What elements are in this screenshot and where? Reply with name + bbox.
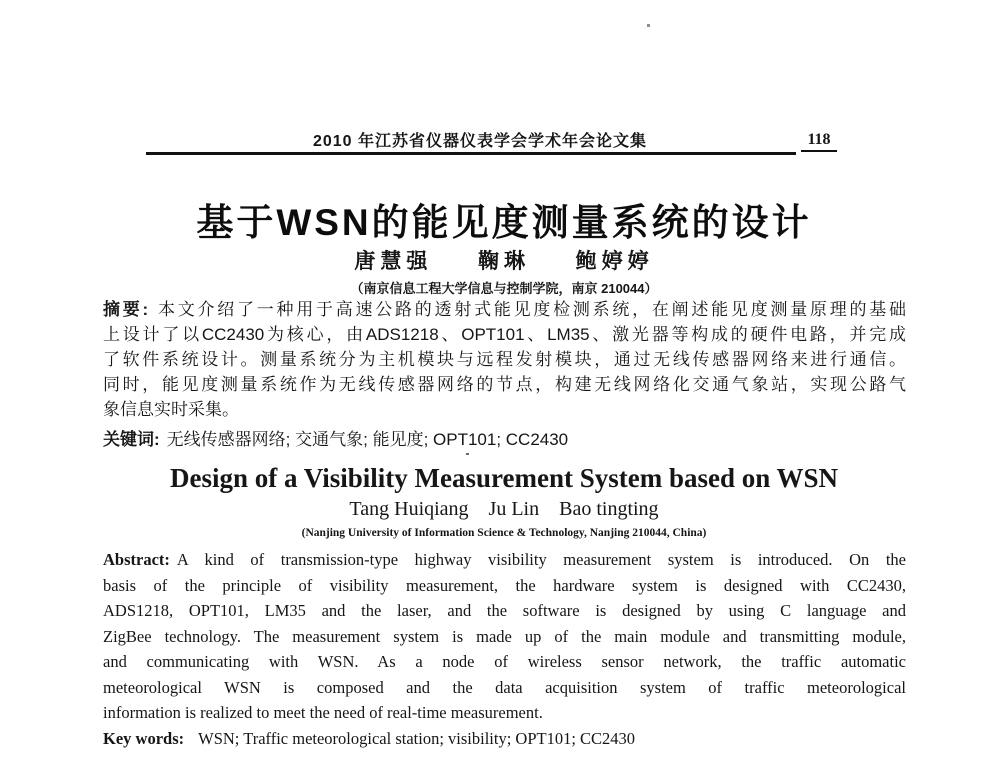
abstract-en-text: A kind of transmission-type highway visibility measurement system is introduced. On the [176, 550, 906, 569]
abstract-en-line [103, 547, 906, 573]
authors-en: Tang Huiqiang Ju Lin Bao tingting [349, 498, 659, 520]
keywords-en-text: WSN; Traffic meteorological station; visibility; OPT101; CC2430 [198, 729, 636, 748]
scan-speck-top [647, 24, 650, 27]
paper-title-en: Design of a Visibility Measurement System based on WSN [169, 463, 839, 493]
keywords-label-cn: 关键词: [103, 430, 160, 449]
abstract-en-line: ADS1218, OPT101, LM35 and the laser, and the software is designed by using C language and [103, 601, 906, 620]
abstract-cn [103, 297, 906, 422]
keywords-cn-text: 无线传感器网络; 交通气象; 能见度; OPT101; CC2430 [166, 430, 569, 449]
abstract-en-line: information is realized to meet the need of real-time measurement. [103, 703, 543, 722]
abstract-label-cn: 摘要: [103, 300, 149, 319]
abstract-label-en: Abstract: [103, 550, 170, 569]
abstract-cn-line: 了软件系统设计。测量系统分为主机模块与远程发射模块，通过无线传感器网络来进行通信。 [103, 350, 906, 369]
keywords-cn [103, 425, 906, 450]
scan-speck-middle [466, 453, 469, 455]
page-number: 118 [801, 131, 837, 152]
abstract-cn-line: 象信息实时采集。 [103, 400, 239, 419]
abstract-cn-text: 本文介绍了一种用于高速公路的透射式能见度检测系统，在阐述能见度测量原理的基础 [155, 300, 906, 319]
header-rule [146, 152, 796, 155]
abstract-en [103, 547, 906, 726]
abstract-cn-line [103, 297, 906, 322]
abstract-en-line: ZigBee technology. The measurement system is made up of the main module and transmitting module, [103, 626, 906, 646]
abstract-en-line: and communicating with WSN. As a node of wireless sensor network, the traffic automatic [103, 652, 906, 671]
abstract-cn-line: 同时，能见度测量系统作为无线传感器网络的节点，构建无线网络化交通气象站，实现公路气 [103, 375, 906, 394]
abstract-en-line: basis of the principle of visibility measurement, the hardware system is designed with CC2430, [103, 575, 906, 595]
affiliation-cn: （南京信息工程大学信息与控制学院，南京 210044） [350, 281, 658, 296]
affiliation-en: (Nanjing University of Information Science & Technology, Nanjing 210044, China) [301, 527, 707, 539]
proceedings-title: 2010 年江苏省仪器仪表学会学术年会论文集 [312, 133, 648, 150]
abstract-cn-line: 上设计了以CC2430为核心，由ADS1218、OPT101、LM35、激光器等构成的硬件电路，并完成 [103, 325, 906, 344]
keywords-en [103, 729, 906, 749]
abstract-en-line: meteorological WSN is composed and the data acquisition system of traffic meteorological [103, 677, 906, 697]
authors-cn: 唐慧强 鞠琳 鲍婷婷 [354, 250, 654, 273]
paper-title-cn: 基于WSN的能见度测量系统的设计 [196, 202, 812, 243]
keywords-label-en: Key words: [103, 729, 185, 748]
